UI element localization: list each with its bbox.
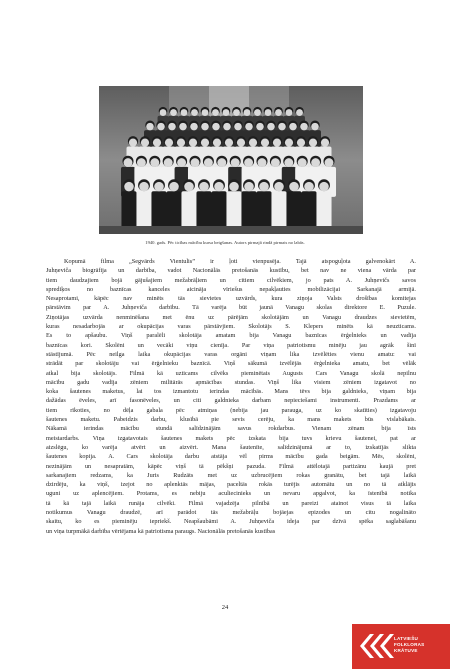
- body-line: stāstījumā. Pēc neilga laika okupācijas varas orgāni viņam lika izvēlēties vienu amatu: vai: [46, 350, 416, 358]
- body-line: Ziņotājas uzvārda nenminēšana met ēnu uz pārējām skolotājām un Vanagu draudzes sievietēm,: [46, 313, 416, 321]
- body-line: un viņa turpmākā darbība vērtējama kā patriotisma paraugs. Nacionālās pretošanās kustības: [46, 527, 276, 535]
- body-line: atkal bija skolotājs. Filmā kā uzticams cilvēks pieminētais Augusts Cars Vanagu skolā nepilnu: [46, 369, 416, 377]
- body-line: dzirdēju, ka viņš, izejot no aplenktās mājas, paceltās rokās turējis automātu un no tā atklājis: [46, 481, 416, 489]
- body-line: kuras nesadarbojās ar okupācijas varas pārstāvjiem. Skolotājs S. Klepers minēts kā neuzticams.: [46, 323, 416, 331]
- group-photo-image: [99, 86, 363, 234]
- logo-line: LATVIEŠU: [394, 636, 418, 641]
- logo-line: FOLKLORAS: [394, 642, 425, 648]
- body-line: tā kā tajā laikā runāja cilvēki. Filmā vajadzēja pilnībā un pareizi atainot visus tā laika: [46, 499, 416, 507]
- photo-caption: 1940. gads. Pēc ticības mācību kursa beigšanas. Autors pirmajā rindā pirmais no labās.: [145, 240, 305, 245]
- body-line: mācību gadu vadīja zēniem militārās apmācības stundas. Viņš lika visiem zēniem izgatavot no: [46, 378, 416, 386]
- body-line: Kopumā filma „Segvārds Vientulis” ir ļoti vienpusēja. Tajā atspoguļota galvenokārt A.: [64, 258, 416, 265]
- body-line: Nākamā ierindas mācību stundā salīdzinājām savus rokdarbus. Vienam zēnam bija īsts: [46, 425, 416, 433]
- group-photo: [99, 86, 363, 234]
- archive-logo: [352, 624, 450, 669]
- body-line: koka šautenes maketus, lai tos izmantotu ierindas mācībās. Mans tēvs bija galdnieks, viņam bija: [46, 388, 416, 396]
- body-line: dažādas ēveles, arī fasonēveles, un citi galdnieka darbam nepieciešami instrumenti. Prazdams ar: [46, 397, 416, 405]
- page-number: 24: [221, 604, 229, 611]
- body-line: uguni uz aplencējiem. Protams, es nebiju aculiecinieks un nevaru apgalvot, ka īstenībā notika: [46, 490, 416, 498]
- body-line: Es to apšaubu. Viņš paralēli skolotāja amatam bija Vanagu baznīcas ērģelnieks un vadīja: [46, 332, 416, 340]
- body-line: Nesaprotami, kāpēc nav minēts tās sievietes uzvārds, kura ziņoja Valsts drošības komitejas: [46, 295, 416, 303]
- body-line: Juhņeviča biogrāfija un darbība, vadot Nacionālās pretošanās kustību, bet nav ne viena vārda par: [46, 267, 416, 275]
- body-line: sprediķos no baznīcas kanceles aicināja vīriešus nepakļauties mobilizācijai Sarkanajā armijā.: [46, 285, 416, 293]
- body-line: tiem daudzajiem bojā gājušajiem mežabrāļiem un citiem cilvēkiem, jo pats A. Juhņevičs savos: [46, 276, 416, 284]
- body-line: nezinājām un nesapratām, kāpēc viņš tā pēkšņi pazuda. Filmā attēlotajā partizānu kaujā pret: [46, 462, 416, 470]
- body-line: baznīcas kori. Skolēni un vecāki viņu cienīja. Par viņa patriotismu minēju jau agrāk šinī: [46, 341, 416, 349]
- body-line: šautenes maketu. Pabeidzis darbu, klusībā pie sevis cerēju, ka mans makets būs vislabākais.: [46, 416, 416, 424]
- body-line: notikumus Vanagu draudzē, arī parādot tās mežabrāļu bojāejas epizodes un citu nogalināto: [46, 509, 416, 517]
- logo-text: [394, 636, 424, 655]
- body-line: pārstāvim par A. Juhņeviča darbību. Tā varēja būt jaunā Vanagu skolas direktore E. Puzule.: [46, 304, 416, 312]
- body-line: skaitu, ko es pieminēju iepriekš. Neapšaubāmi A. Juhņeviča ideja par dzīvā spēka saglabāšanu: [46, 518, 416, 526]
- body-line: tiem rīkoties, no dēļa gabala pēc atmiņas (nebija jau parauga, uz ko skatīties) izgatavoju: [46, 406, 416, 414]
- body-line: meistardarbs. Viņa izgatavotais šautenes makets pēc izskata bija tuvs krievu šautenei, pat ar: [46, 434, 416, 442]
- body-line: aizslēgu, ko varēja atvērt un aizvērt. Mana šautenīte, salīdzinājumā ar to, izskatījās slikta: [46, 443, 416, 451]
- body-line: šautenes kopija. A. Cars skolotāja darbu atstāja vēl pirms mācību gada beigām. Mēs, skolēni,: [46, 453, 416, 461]
- chevron-logo-icon: [358, 632, 394, 660]
- logo-line: KRĀTUVE: [394, 648, 418, 654]
- body-line: sarkanajiem redzams, ka Juris Rudzāts met uz uzbrucējiem rokas granātu, bet tajā laikā: [46, 471, 416, 479]
- body-text: [46, 257, 416, 536]
- body-line: strādāt par skolotāju vai ērģelnieku baznīcā. Viņš sākumā izvēlējās ērģelnieka amatu, bet vēlāk: [46, 360, 416, 368]
